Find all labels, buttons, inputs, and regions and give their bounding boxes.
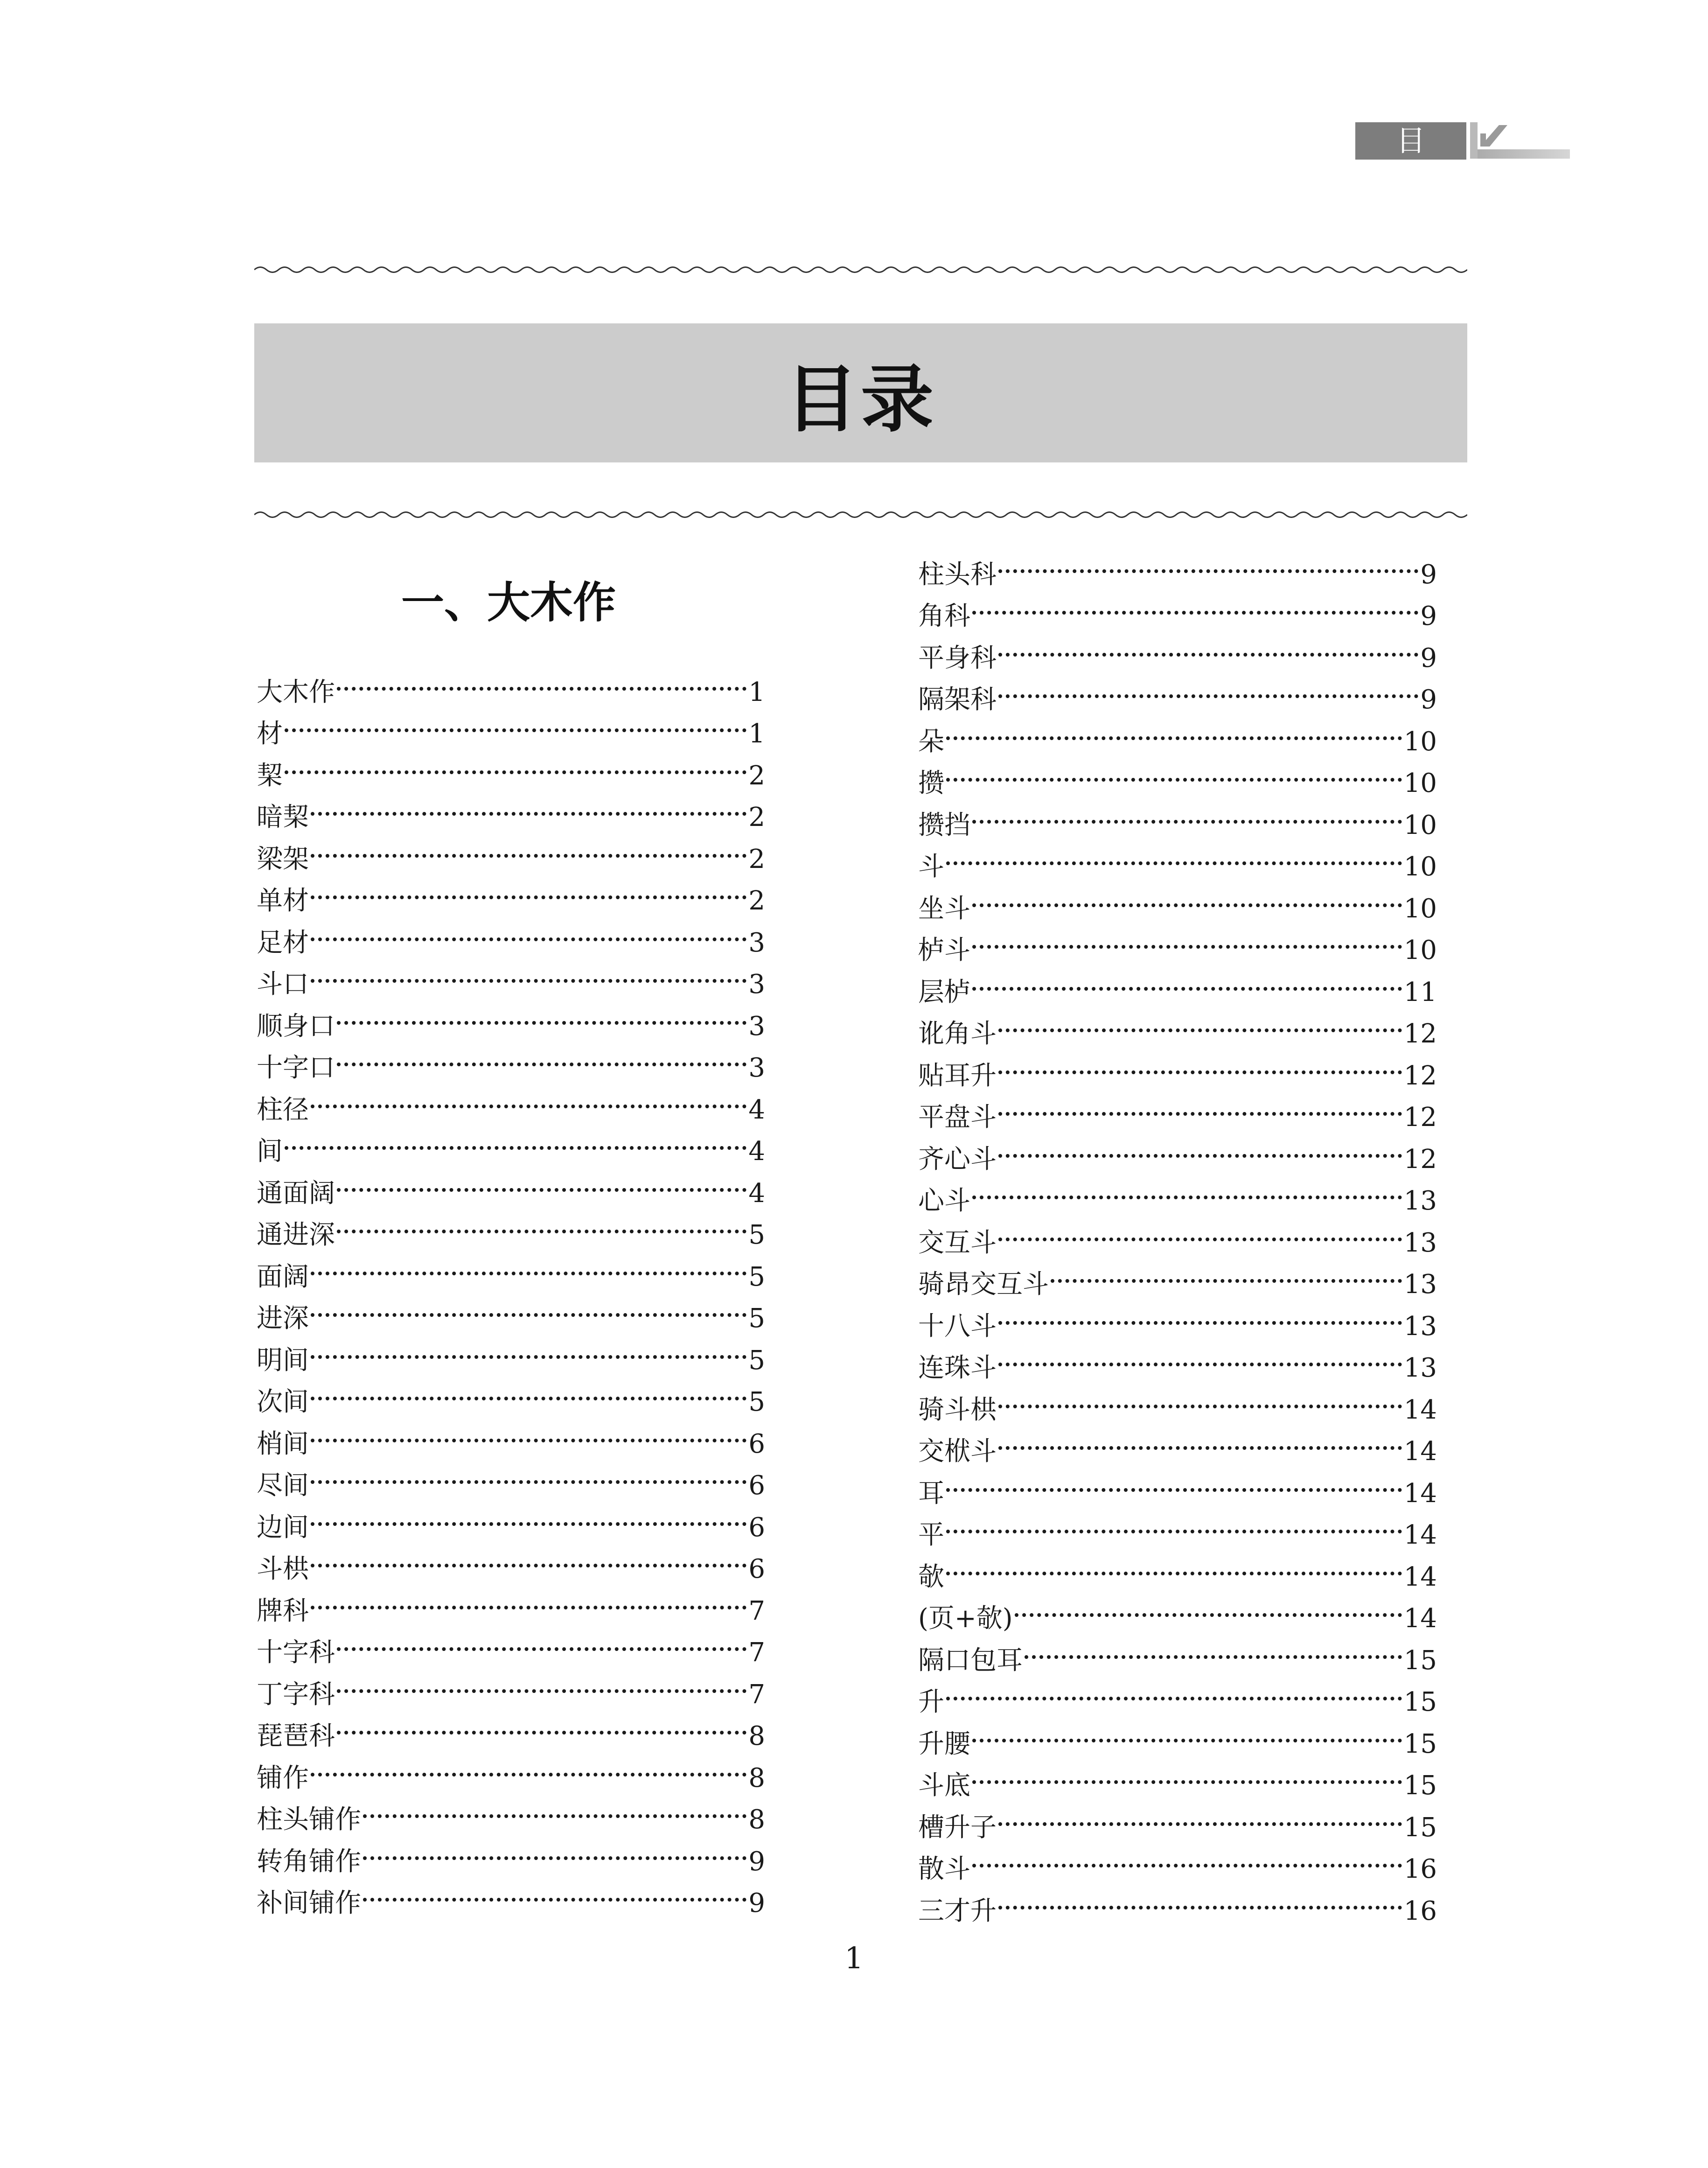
toc-entry-term: 攒挡	[918, 810, 970, 840]
toc-entry-page: 5	[748, 1345, 765, 1376]
toc-entry[interactable]	[918, 1753, 1437, 1801]
dot-leader	[363, 1870, 746, 1912]
toc-entry-term: 斗口	[257, 969, 309, 1000]
toc-entry-page: 3	[748, 927, 765, 958]
dot-leader	[946, 1502, 1402, 1544]
toc-entry-page: 6	[748, 1428, 765, 1459]
toc-entry-term: 平盘斗	[918, 1102, 997, 1133]
toc-entry-page: 7	[748, 1595, 765, 1626]
toc-entry-page: 6	[748, 1470, 765, 1501]
toc-entry-page: 13	[1403, 1353, 1437, 1383]
toc-entry-page: 14	[1403, 1436, 1437, 1467]
toc-entry[interactable]	[918, 708, 1437, 757]
toc-entry-term: 通进深	[257, 1220, 335, 1250]
toc-entry-term: 琵琶科	[257, 1721, 335, 1751]
toc-entry[interactable]	[257, 1787, 765, 1835]
toc-entry[interactable]	[257, 1411, 765, 1459]
toc-entry-term: 丁字科	[257, 1679, 335, 1710]
toc-entry-page: 7	[748, 1679, 765, 1710]
toc-entry[interactable]	[257, 1620, 765, 1668]
toc-entry-term: 心斗	[918, 1186, 970, 1216]
dot-leader	[972, 1168, 1402, 1210]
toc-entry-term: 朵	[918, 726, 944, 757]
dot-leader	[311, 1745, 746, 1787]
toc-entry-page: 14	[1403, 1603, 1437, 1634]
toc-entry[interactable]	[257, 659, 765, 707]
toc-entry[interactable]	[257, 1453, 765, 1501]
toc-entry-term: 足材	[257, 927, 309, 958]
toc-entry-term: 交栿斗	[918, 1436, 997, 1467]
page-title: 目录	[785, 357, 936, 442]
toc-entry-term: 讹角斗	[918, 1019, 997, 1049]
toc-entry[interactable]	[257, 909, 765, 958]
wavy-rule-bottom	[254, 509, 1467, 521]
toc-entry[interactable]	[918, 1168, 1437, 1216]
toc-entry-page: 14	[1403, 1478, 1437, 1509]
toc-entry[interactable]	[918, 1794, 1437, 1843]
dot-leader	[946, 750, 1402, 792]
dot-leader	[972, 792, 1402, 834]
toc-entry-page: 15	[1403, 1812, 1437, 1843]
dot-leader	[946, 834, 1402, 876]
toc-entry-term: 层栌	[918, 977, 970, 1007]
dot-leader	[998, 1126, 1402, 1168]
dot-leader	[311, 1578, 746, 1620]
toc-entry-page: 2	[748, 886, 765, 916]
toc-entry-term: 栌斗	[918, 935, 970, 965]
toc-entry-page: 10	[1403, 768, 1437, 798]
dot-leader	[311, 1286, 746, 1328]
dot-leader	[337, 1202, 746, 1244]
toc-entry-page: 8	[748, 1721, 765, 1751]
toc-entry-page: 1	[748, 719, 765, 749]
dot-leader	[363, 1828, 746, 1870]
dot-leader	[311, 784, 746, 826]
toc-entry[interactable]	[257, 1327, 765, 1376]
toc-entry[interactable]	[257, 1369, 765, 1417]
dot-leader	[337, 1035, 746, 1077]
dot-leader	[998, 541, 1418, 583]
toc-entry-page: 14	[1403, 1520, 1437, 1550]
dot-leader	[337, 1661, 746, 1703]
toc-entry[interactable]	[257, 1244, 765, 1292]
toc-entry-page: 5	[748, 1261, 765, 1292]
toc-entry-page: 2	[748, 760, 765, 791]
toc-entry[interactable]	[257, 1536, 765, 1584]
toc-entry-term: 梢间	[257, 1428, 309, 1459]
toc-entry-term: 单材	[257, 886, 309, 916]
toc-column-left	[257, 659, 765, 1918]
toc-entry-term: 材	[257, 719, 283, 749]
toc-entry-term: 平身科	[918, 643, 997, 673]
toc-entry-term: 贴耳升	[918, 1060, 997, 1091]
toc-entry-term: 柱径	[257, 1094, 309, 1125]
toc-entry-page: 5	[748, 1387, 765, 1417]
toc-entry-term: 牌科	[257, 1595, 309, 1626]
toc-entry-page: 11	[1403, 977, 1437, 1007]
toc-entry-page: 15	[1403, 1770, 1437, 1801]
toc-entry-term: 柱头铺作	[257, 1804, 361, 1835]
dot-leader	[946, 1669, 1402, 1711]
toc-entry-term: 通面阔	[257, 1178, 335, 1209]
toc-entry-page: 10	[1403, 852, 1437, 882]
toc-entry-page: 13	[1403, 1186, 1437, 1216]
dot-leader	[972, 959, 1402, 1001]
toc-entry-page: 9	[1420, 559, 1437, 590]
dot-leader	[311, 1077, 746, 1119]
dot-leader	[1015, 1586, 1402, 1628]
toc-entry[interactable]	[918, 1586, 1437, 1634]
toc-entry-term: 斗栱	[257, 1554, 309, 1584]
toc-entry-page: 9	[1420, 601, 1437, 631]
toc-entry-term: 散斗	[918, 1854, 970, 1884]
toc-entry-term: 隔架科	[918, 685, 997, 715]
running-header	[1355, 122, 1570, 195]
dot-leader	[998, 1794, 1402, 1836]
toc-entry[interactable]	[257, 742, 765, 791]
toc-entry-page: 15	[1403, 1687, 1437, 1717]
dot-leader	[337, 1160, 746, 1202]
dot-leader	[311, 1494, 746, 1536]
toc-entry-term: 梁架	[257, 844, 309, 874]
toc-entry[interactable]	[918, 959, 1437, 1007]
toc-entry[interactable]	[918, 625, 1437, 673]
dot-leader	[285, 742, 746, 784]
toc-entry-term: 补间铺作	[257, 1888, 361, 1918]
section-heading: 一、大木作	[401, 578, 616, 628]
dot-leader	[998, 625, 1418, 667]
dot-leader	[311, 1411, 746, 1453]
toc-entry[interactable]	[257, 1077, 765, 1125]
toc-entry-page: 15	[1403, 1728, 1437, 1759]
toc-entry-page: 9	[748, 1888, 765, 1918]
toc-entry-page: 15	[1403, 1645, 1437, 1676]
dot-leader	[946, 708, 1402, 750]
toc-entry[interactable]	[918, 834, 1437, 882]
dot-leader	[998, 1293, 1402, 1335]
toc-entry-term: 平	[918, 1520, 944, 1550]
toc-entry[interactable]	[918, 1878, 1437, 1926]
toc-entry[interactable]	[918, 750, 1437, 798]
toc-entry-term: 连珠斗	[918, 1353, 997, 1383]
toc-entry-page: 4	[748, 1094, 765, 1125]
toc-entry-page: 5	[748, 1303, 765, 1334]
toc-entry-term: 坐斗	[918, 893, 970, 924]
toc-entry-page: 7	[748, 1637, 765, 1668]
toc-entry[interactable]	[257, 993, 765, 1042]
toc-entry[interactable]	[918, 1210, 1437, 1258]
dot-leader	[998, 1210, 1402, 1252]
toc-entry-page: 4	[748, 1178, 765, 1209]
toc-entry-page: 3	[748, 969, 765, 1000]
dot-leader	[337, 659, 746, 701]
toc-entry-term: 转角铺作	[257, 1846, 361, 1877]
dot-leader	[972, 583, 1418, 625]
toc-entry[interactable]	[918, 875, 1437, 924]
toc-entry-term: 铺作	[257, 1762, 309, 1793]
toc-entry-page: 9	[1420, 685, 1437, 715]
dot-leader	[998, 1419, 1402, 1461]
toc-entry-page: 5	[748, 1220, 765, 1250]
dot-leader	[311, 1327, 746, 1369]
toc-entry-term: 明间	[257, 1345, 309, 1376]
dot-leader	[337, 1703, 746, 1745]
toc-entry-term: 欹	[918, 1561, 944, 1592]
wavy-rule-top	[254, 264, 1467, 276]
toc-entry-term: 斗	[918, 852, 944, 882]
toc-entry-term: 十字科	[257, 1637, 335, 1668]
toc-entry-page: 3	[748, 1053, 765, 1083]
toc-entry[interactable]	[257, 1119, 765, 1167]
dot-leader	[285, 1119, 746, 1161]
dot-leader	[972, 1711, 1402, 1753]
dot-leader	[998, 1001, 1402, 1043]
toc-entry-term: 十八斗	[918, 1311, 997, 1342]
toc-entry-term: 大木作	[257, 677, 335, 707]
toc-entry-page: 10	[1403, 893, 1437, 924]
dot-leader	[311, 1536, 746, 1578]
toc-entry-term: 暗栔	[257, 802, 309, 832]
toc-entry-page: 16	[1403, 1854, 1437, 1884]
toc-entry[interactable]	[257, 1745, 765, 1793]
toc-entry-page: 8	[748, 1804, 765, 1835]
toc-entry-page: 2	[748, 802, 765, 832]
toc-entry-page: 14	[1403, 1561, 1437, 1592]
toc-entry[interactable]	[257, 701, 765, 749]
toc-entry[interactable]	[918, 917, 1437, 965]
toc-entry-page: 9	[1420, 643, 1437, 673]
toc-entry-page: 12	[1403, 1060, 1437, 1091]
toc-entry-term: 边间	[257, 1512, 309, 1543]
page-number: 1	[844, 1941, 864, 1976]
dot-leader	[311, 951, 746, 993]
toc-entry[interactable]	[918, 1711, 1437, 1759]
toc-entry-page: 4	[748, 1136, 765, 1167]
toc-entry[interactable]	[257, 826, 765, 874]
toc-entry-term: 三才升	[918, 1895, 997, 1926]
dot-leader	[311, 868, 746, 910]
toc-entry[interactable]	[257, 1286, 765, 1334]
dot-leader	[946, 1460, 1402, 1502]
toc-entry-page: 12	[1403, 1144, 1437, 1175]
dot-leader	[363, 1787, 746, 1829]
corner-arrow-icon	[1470, 122, 1570, 160]
toc-entry[interactable]	[257, 1494, 765, 1543]
dot-leader	[972, 1753, 1402, 1795]
toc-entry-term: 交互斗	[918, 1227, 997, 1258]
toc-entry-term: 攒	[918, 768, 944, 798]
dot-leader	[998, 667, 1418, 709]
toc-entry-page: 10	[1403, 810, 1437, 840]
toc-entry-term: 十字口	[257, 1053, 335, 1083]
toc-entry-page: 1	[748, 677, 765, 707]
toc-entry-page: 8	[748, 1762, 765, 1793]
toc-entry[interactable]	[918, 792, 1437, 840]
dot-leader	[311, 826, 746, 868]
toc-entry-term: 齐心斗	[918, 1144, 997, 1175]
toc-entry[interactable]	[918, 1001, 1437, 1049]
dot-leader	[998, 1377, 1402, 1419]
toc-column-right	[918, 541, 1437, 1926]
running-header-label: 目 录	[1355, 122, 1466, 160]
toc-entry-term: 升	[918, 1687, 944, 1717]
toc-entry-term: 耳	[918, 1478, 944, 1509]
toc-entry-term: 柱头科	[918, 559, 997, 590]
toc-entry-term: (页+欹)	[918, 1603, 1013, 1634]
dot-leader	[337, 993, 746, 1035]
dot-leader	[311, 1453, 746, 1495]
toc-entry-term: 面阔	[257, 1261, 309, 1292]
dot-leader	[998, 1042, 1402, 1084]
toc-entry-page: 12	[1403, 1102, 1437, 1133]
toc-entry-page: 6	[748, 1512, 765, 1543]
toc-entry-term: 骑昂交互斗	[918, 1269, 1049, 1300]
toc-entry[interactable]	[257, 868, 765, 916]
toc-entry-term: 骑斗栱	[918, 1394, 997, 1425]
toc-entry[interactable]	[918, 1460, 1437, 1509]
toc-entry-page: 9	[748, 1846, 765, 1877]
dot-leader	[1025, 1627, 1402, 1669]
toc-entry-page: 12	[1403, 1019, 1437, 1049]
dot-leader	[998, 1878, 1402, 1920]
dot-leader	[972, 875, 1402, 917]
dot-leader	[311, 909, 746, 951]
dot-leader	[998, 1084, 1402, 1126]
toc-entry-page: 2	[748, 844, 765, 874]
toc-entry-term: 间	[257, 1136, 283, 1167]
toc-entry[interactable]	[918, 1669, 1437, 1717]
toc-entry-page: 10	[1403, 935, 1437, 965]
toc-entry[interactable]	[918, 583, 1437, 631]
toc-entry[interactable]	[918, 541, 1437, 590]
title-banner	[254, 323, 1467, 462]
toc-entry[interactable]	[918, 1544, 1437, 1592]
toc-entry-page: 13	[1403, 1311, 1437, 1342]
dot-leader	[1051, 1252, 1402, 1294]
toc-entry-page: 13	[1403, 1269, 1437, 1300]
dot-leader	[972, 917, 1402, 959]
dot-leader	[311, 1244, 746, 1286]
toc-entry-term: 尽间	[257, 1470, 309, 1501]
dot-leader	[337, 1620, 746, 1662]
toc-entry-page: 14	[1403, 1394, 1437, 1425]
toc-entry[interactable]	[918, 1836, 1437, 1884]
dot-leader	[998, 1335, 1402, 1377]
toc-entry-term: 斗底	[918, 1770, 970, 1801]
toc-entry-term: 次间	[257, 1387, 309, 1417]
toc-entry-page: 3	[748, 1011, 765, 1042]
toc-entry[interactable]	[257, 784, 765, 832]
toc-entry-term: 隔口包耳	[918, 1645, 1023, 1676]
toc-entry-term: 升腰	[918, 1728, 970, 1759]
toc-entry-term: 栔	[257, 760, 283, 791]
toc-entry[interactable]	[918, 1502, 1437, 1550]
toc-entry[interactable]	[257, 1160, 765, 1209]
dot-leader	[285, 701, 746, 743]
toc-entry-page: 16	[1403, 1895, 1437, 1926]
toc-entry-term: 槽升子	[918, 1812, 997, 1843]
toc-entry-term: 进深	[257, 1303, 309, 1334]
dot-leader	[311, 1369, 746, 1411]
toc-entry-term: 角科	[918, 601, 970, 631]
toc-entry[interactable]	[257, 951, 765, 1000]
toc-entry-term: 顺身口	[257, 1011, 335, 1042]
toc-entry-page: 6	[748, 1554, 765, 1584]
toc-entry[interactable]	[257, 1578, 765, 1626]
toc-entry-page: 10	[1403, 726, 1437, 757]
dot-leader	[972, 1836, 1402, 1878]
toc-entry-page: 13	[1403, 1227, 1437, 1258]
dot-leader	[946, 1544, 1402, 1586]
